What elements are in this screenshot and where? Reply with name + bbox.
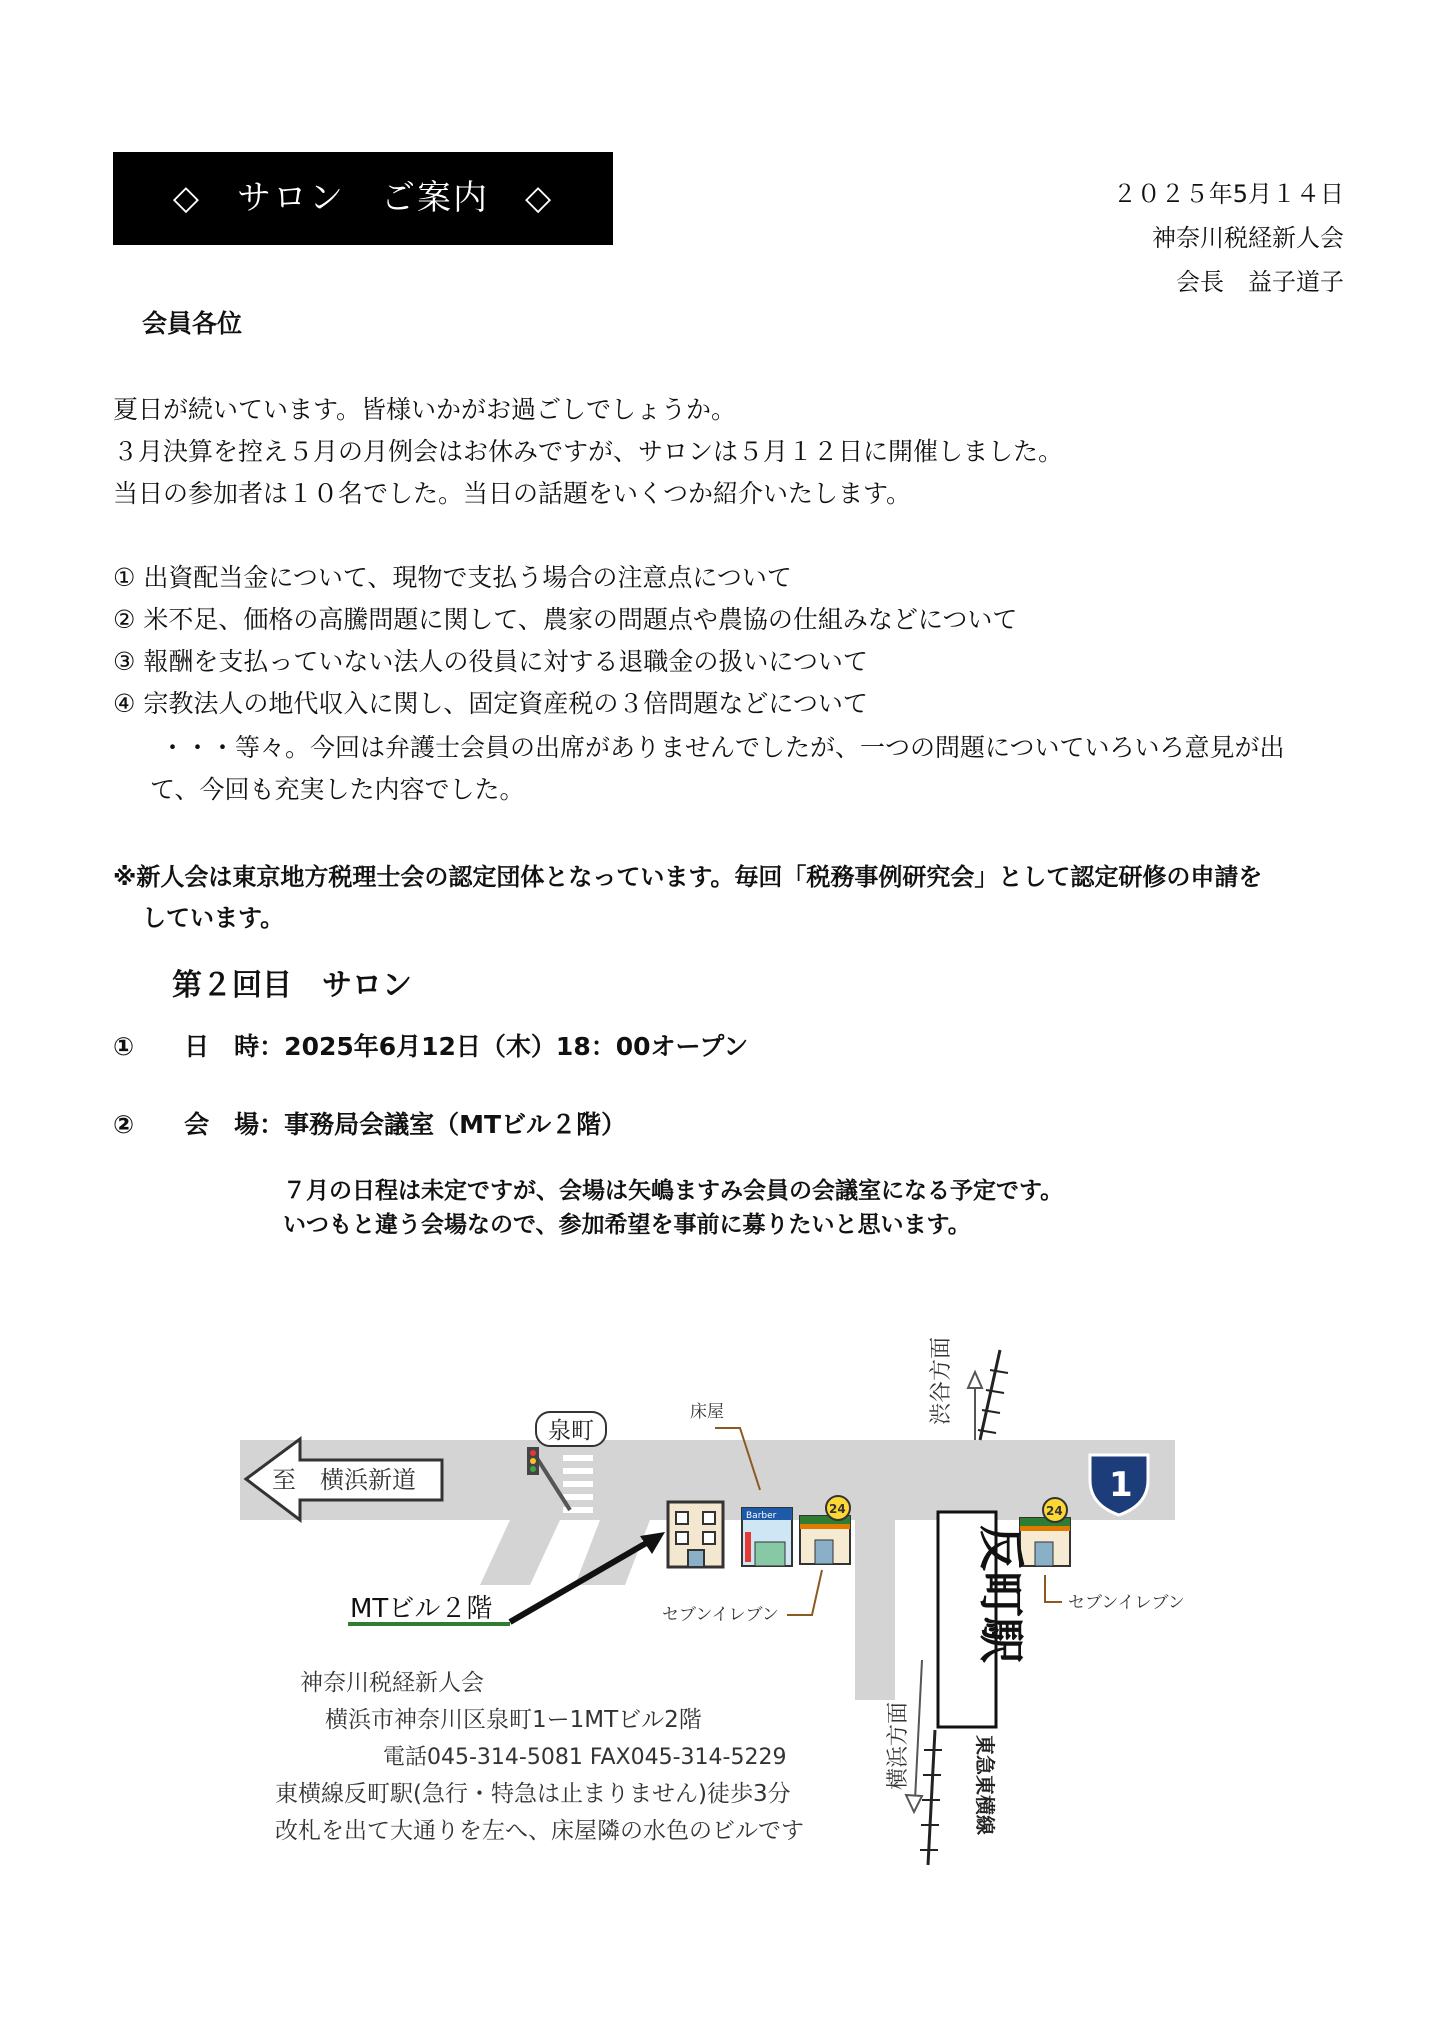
seven-eleven-label-2: セブンイレブン [1068, 1593, 1185, 1613]
certification-note: しています。 [142, 904, 285, 932]
tanmachi-station-label: 反町駅 [974, 1525, 1028, 1663]
yokohama-direction-label: 横浜方面 [886, 1701, 911, 1790]
map-address-line: 電話045-314-5081 FAX045-314-5229 [383, 1745, 787, 1770]
topic-item: ③ 報酬を支払っていない法人の役員に対する退職金の扱いについて [113, 647, 868, 676]
president-name: 会長 益子道子 [1176, 268, 1344, 296]
barber-label: 床屋 [690, 1402, 724, 1422]
map-address-line: 横浜市神奈川区泉町1ー1MTビル2階 [325, 1707, 702, 1733]
to-yokohama-shindo-label: 至 横浜新道 [272, 1466, 416, 1494]
mt-building-icon [668, 1502, 723, 1567]
next-salon-venue: ② 会 場：事務局会議室（MTビル２階） [113, 1110, 627, 1139]
svg-text:24: 24 [829, 1502, 846, 1516]
svg-text:1: 1 [1109, 1465, 1133, 1505]
next-salon-datetime: ① 日 時：2025年6月12日（木）18：00オープン [113, 1032, 749, 1061]
next-salon-remark: ７月の日程は未定ですが、会場は矢嶋ますみ会員の会議室になる予定です。 [283, 1178, 1064, 1204]
svg-text:Barber: Barber [746, 1511, 777, 1521]
topic-item: ② 米不足、価格の高騰問題に関して、農家の問題点や農協の仕組みなどについて [113, 605, 1018, 634]
organization-name: 神奈川税経新人会 [1152, 224, 1344, 252]
map-address-line: 神奈川税経新人会 [300, 1670, 484, 1696]
next-salon-remark: いつもと違う会場なので、参加希望を事前に募りたいと思います。 [283, 1212, 971, 1238]
mt-building-label: MTビル２階 [350, 1594, 493, 1624]
seven-eleven-label-1: セブンイレブン [662, 1605, 779, 1625]
sender-block [1113, 172, 1344, 304]
topic-item: ④ 宗教法人の地代収入に関し、固定資産税の３倍問題などについて [113, 689, 868, 718]
seven-eleven-leader-line [1045, 1575, 1062, 1602]
intro-line: 当日の参加者は１０名でした。当日の話題をいくつか紹介いたします。 [113, 479, 912, 508]
access-map [0, 1280, 1440, 1900]
toyoko-line-label: 東急東横線 [973, 1735, 997, 1835]
document-title: ◇ サロン ご案内 ◇ [113, 152, 613, 245]
svg-text:24: 24 [1046, 1504, 1063, 1518]
shibuya-direction-label: 渋谷方面 [929, 1336, 954, 1425]
side-road [855, 1440, 895, 1700]
barber-shop-icon [742, 1508, 792, 1566]
certification-note: ※新人会は東京地方税理士会の認定団体となっています。毎回「税務事例研究会」として認定研修の申請を [113, 863, 1263, 891]
addressee: 会員各位 [142, 309, 243, 338]
topics-summary: ・・・等々。今回は弁護士会員の出席がありませんでしたが、一つの問題についていろいろ意見が出 [160, 733, 1285, 762]
map-address-line: 東横線反町駅(急行・特急は止まりません)徒歩3分 [275, 1781, 791, 1807]
issue-date: ２０２５年5月１４日 [1112, 180, 1344, 208]
topics-summary: て、今回も充実した内容でした。 [150, 775, 525, 804]
crosswalk-road [480, 1520, 560, 1585]
intro-line: ３月決算を控え５月の月例会はお休みですが、サロンは５月１２日に開催しました。 [113, 437, 1064, 466]
seven-eleven-leader-line [787, 1570, 822, 1615]
topic-item: ① 出資配当金について、現物で支払う場合の注意点について [113, 563, 792, 592]
izumicho-label: 泉町 [548, 1418, 594, 1444]
railway-north [968, 1350, 1008, 1440]
map-address-line: 改札を出て大通りを左へ、床屋隣の水色のビルです [275, 1818, 804, 1844]
intro-line: 夏日が続いています。皆様いかがお過ごしでしょうか。 [113, 395, 737, 424]
railway-south [920, 1730, 942, 1865]
next-salon-title: 第２回目 サロン [172, 968, 412, 1003]
